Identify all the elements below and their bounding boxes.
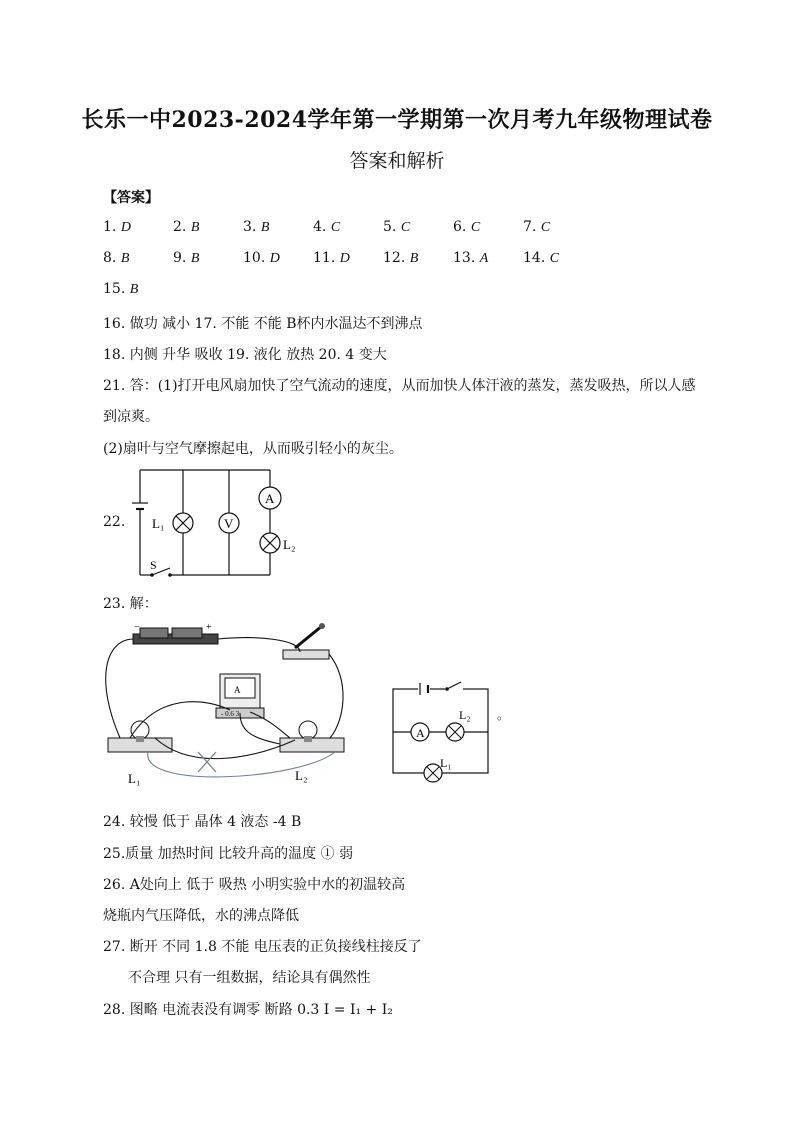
choice-letter: B <box>190 220 200 235</box>
answer-26-part2: 烧瓶内气压降低，水的沸点降低 <box>103 908 299 924</box>
answer-26-part1: 26. A处向上 低于 吸热 小明实验中水的初温较高 <box>103 877 406 893</box>
choice-number: 12. <box>383 250 406 266</box>
choice-letter: C <box>540 220 551 235</box>
choice-number: 5. <box>383 219 397 235</box>
choice-letter: C <box>330 220 341 235</box>
choice-number: 13. <box>453 250 476 266</box>
choice-letter: A <box>479 251 489 266</box>
choice-letter: C <box>470 220 481 235</box>
choice-letter: B <box>129 282 139 297</box>
choice-answer-4 <box>313 219 340 236</box>
answer-27-part2: 不合理 只有一组数据，结论具有偶然性 <box>128 970 371 986</box>
choice-letter: B <box>409 251 419 266</box>
lamp-l1-label: L₁ <box>152 516 165 531</box>
physical-circuit-23 <box>100 620 350 790</box>
choice-letter: D <box>269 251 280 266</box>
battery-plus: + <box>206 622 212 633</box>
schematic-ammeter: A <box>416 726 425 740</box>
choice-answer-3 <box>243 219 269 236</box>
choice-number: 15. <box>103 281 126 297</box>
answer-16-17: 16. 做功 减小 17. 不能 不能 B杯内水温达不到沸点 <box>103 316 423 332</box>
choice-answer-10 <box>243 250 280 267</box>
choice-answer-1 <box>103 219 131 236</box>
choice-letter: C <box>549 251 560 266</box>
answer-23-label: 23. 解： <box>103 596 158 612</box>
answer-21-part1-cont: 到凉爽。 <box>103 409 159 425</box>
choice-answer-13 <box>453 250 488 267</box>
choice-number: 2. <box>173 219 187 235</box>
circuit-diagram-22 <box>130 465 296 583</box>
choice-number: 8. <box>103 250 117 266</box>
voltmeter-symbol: V <box>224 516 234 531</box>
meter-face-label: A <box>234 685 241 695</box>
choice-number: 4. <box>313 219 327 235</box>
choice-letter: C <box>400 220 411 235</box>
schematic-circuit-23 <box>385 675 525 780</box>
choice-answer-12 <box>383 250 418 267</box>
choice-answer-5 <box>383 219 410 236</box>
choice-number: 14. <box>523 250 546 266</box>
answer-22-label: 22. <box>103 514 126 530</box>
physical-lamp-l1-label: L₁ <box>128 771 141 786</box>
physical-lamp-l2-label: L₂ <box>295 768 308 783</box>
choice-number: 6. <box>453 219 467 235</box>
choice-number: 3. <box>243 219 257 235</box>
choice-letter: D <box>120 220 131 235</box>
answer-24: 24. 较慢 低于 晶体 4 液态 -4 B <box>103 814 302 830</box>
meter-terminals: - 0.6 3 <box>221 710 240 718</box>
choice-number: 1. <box>103 219 117 235</box>
schematic-l1-label: L₁ <box>440 756 452 770</box>
page-subtitle: 答案和解析 <box>349 150 445 172</box>
choice-answer-9 <box>173 250 199 267</box>
choice-answer-11 <box>313 250 350 267</box>
choice-letter: B <box>190 251 200 266</box>
choice-answer-2 <box>173 219 199 236</box>
choice-answer-7 <box>523 219 550 236</box>
schematic-l2-label: L₂ <box>459 708 471 722</box>
page-title: 长乐一中2023-2024学年第一学期第一次月考九年级物理试卷 <box>81 107 713 133</box>
choice-number: 9. <box>173 250 187 266</box>
choice-answer-6 <box>453 219 480 236</box>
lamp-l2-label: L₂ <box>283 537 296 552</box>
answer-header: 【答案】 <box>103 190 159 206</box>
answer-21-part2: (2)扇叶与空气摩擦起电，从而吸引轻小的灰尘。 <box>103 441 403 457</box>
switch-label: S <box>150 558 157 572</box>
answer-28: 28. 图略 电流表没有调零 断路 0.3 I = I₁ + I₂ <box>103 1002 393 1018</box>
ammeter-symbol: A <box>265 491 275 506</box>
choice-letter: D <box>339 251 350 266</box>
answer-27-part1: 27. 断开 不同 1.8 不能 电压表的正负接线柱接反了 <box>103 939 422 955</box>
trailing-mark: 。 <box>497 708 510 722</box>
choice-answer-15 <box>103 281 138 298</box>
choice-number: 7. <box>523 219 537 235</box>
battery-minus: − <box>134 622 140 633</box>
choice-letter: B <box>260 220 270 235</box>
choice-answer-8 <box>103 250 129 267</box>
choice-letter: B <box>120 251 130 266</box>
choice-number: 11. <box>313 250 336 266</box>
answer-18-20: 18. 内侧 升华 吸收 19. 液化 放热 20. 4 变大 <box>103 347 387 363</box>
answer-25: 25.质量 加热时间 比较升高的温度 ① 弱 <box>103 846 354 862</box>
answer-21-part1: 21. 答：(1)打开电风扇加快了空气流动的速度，从而加快人体汗液的蒸发，蒸发吸热，所以人感 <box>103 378 696 394</box>
choice-answer-14 <box>523 250 559 267</box>
choice-number: 10. <box>243 250 266 266</box>
